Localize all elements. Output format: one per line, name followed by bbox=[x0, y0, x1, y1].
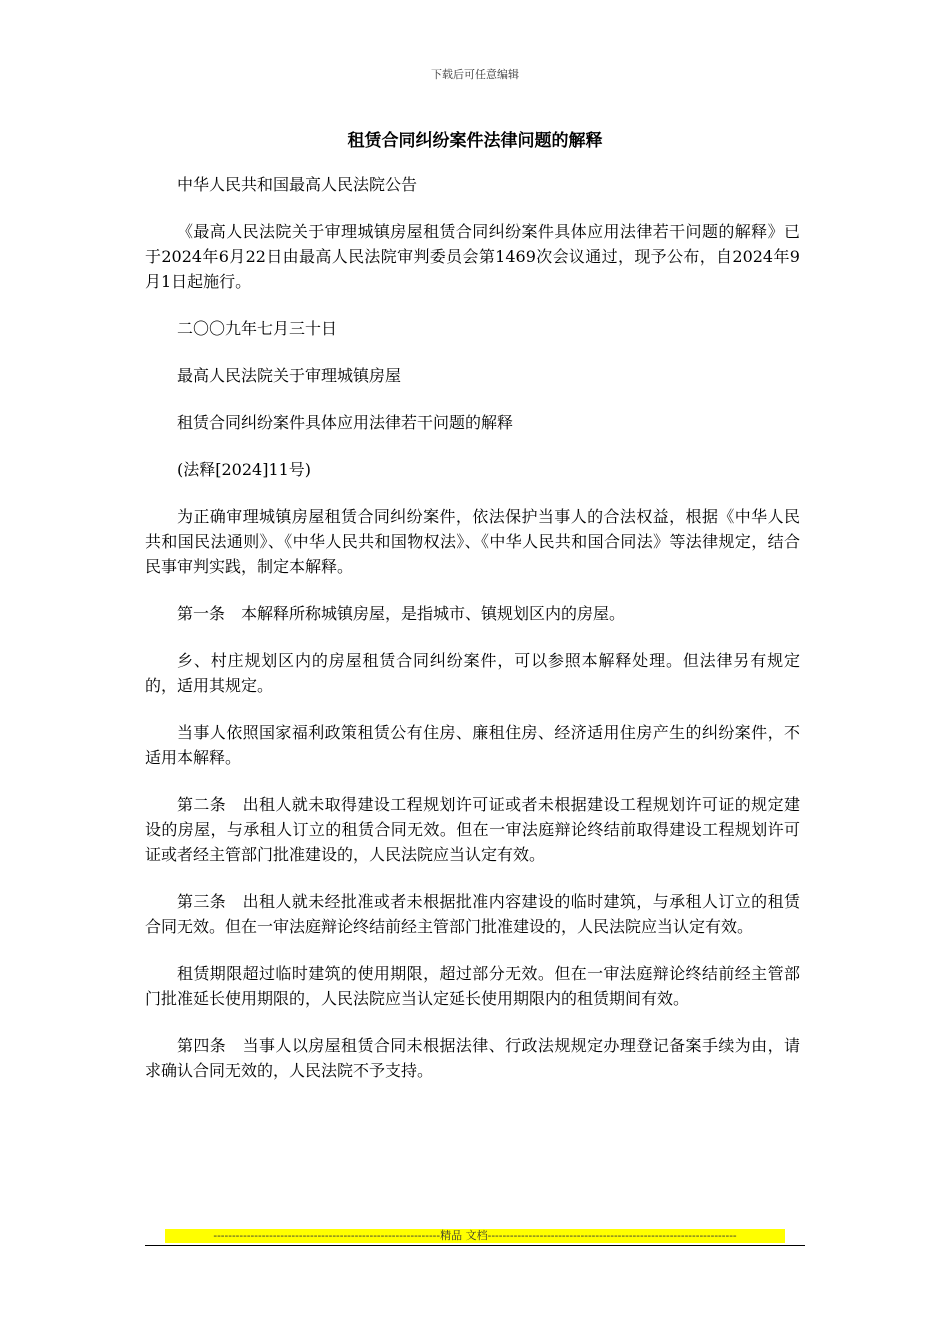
paragraph: 租赁期限超过临时建筑的使用期限，超过部分无效。但在一审法庭辩论终结前经主管部门批准延长使用期限的，人民法院应当认定延长使用期限内的租赁期间有效。 bbox=[145, 964, 800, 1008]
footer-divider bbox=[145, 1245, 805, 1246]
paragraph: 乡、村庄规划区内的房屋租赁合同纠纷案件，可以参照本解释处理。但法律另有规定的，适用其规定。 bbox=[145, 651, 800, 695]
paragraph: 中华人民共和国最高人民法院公告 bbox=[177, 175, 418, 194]
paragraph: 二〇〇九年七月三十日 bbox=[177, 319, 338, 338]
paragraph: 当事人依照国家福利政策租赁公有住房、廉租住房、经济适用住房产生的纠纷案件，不适用本解释。 bbox=[145, 723, 800, 767]
paragraph: 为正确审理城镇房屋租赁合同纠纷案件，依法保护当事人的合法权益，根据《中华人民共和国民法通则》、《中华人民共和国物权法》、《中华人民共和国合同法》等法律规定，结合民事审判实践，制定本解释。 bbox=[145, 507, 800, 576]
paragraph: 最高人民法院关于审理城镇房屋 bbox=[177, 366, 402, 385]
paragraph: 第一条 本解释所称城镇房屋，是指城市、镇规划区内的房屋。 bbox=[177, 604, 626, 623]
paragraph: (法释[2024]11号) bbox=[177, 460, 312, 479]
paragraph: 第四条 当事人以房屋租赁合同未根据法律、行政法规规定办理登记备案手续为由，请求确认合同无效的，人民法院不予支持。 bbox=[145, 1036, 800, 1080]
paragraph: 《最高人民法院关于审理城镇房屋租赁合同纠纷案件具体应用法律若干问题的解释》已于2024年6月22日由最高人民法院审判委员会第1469次会议通过，现予公布，自2024年9月1日起施行。 bbox=[145, 222, 800, 291]
header-note: 下载后可任意编辑 bbox=[431, 68, 519, 81]
document-title: 租赁合同纠纷案件法律问题的解释 bbox=[347, 131, 603, 151]
footer-banner: -------------------------------------------------------------精品 文档------------------------------------------------------------------- bbox=[165, 1229, 785, 1243]
document-body bbox=[145, 172, 800, 1105]
paragraph: 第二条 出租人就未取得建设工程规划许可证或者未根据建设工程规划许可证的规定建设的房屋，与承租人订立的租赁合同无效。但在一审法庭辩论终结前取得建设工程规划许可证或者经主管部门批准建设的，人民法院应当认定有效。 bbox=[145, 795, 800, 864]
paragraph: 租赁合同纠纷案件具体应用法律若干问题的解释 bbox=[177, 413, 514, 432]
paragraph: 第三条 出租人就未经批准或者未根据批准内容建设的临时建筑，与承租人订立的租赁合同无效。但在一审法庭辩论终结前经主管部门批准建设的，人民法院应当认定有效。 bbox=[145, 892, 800, 936]
